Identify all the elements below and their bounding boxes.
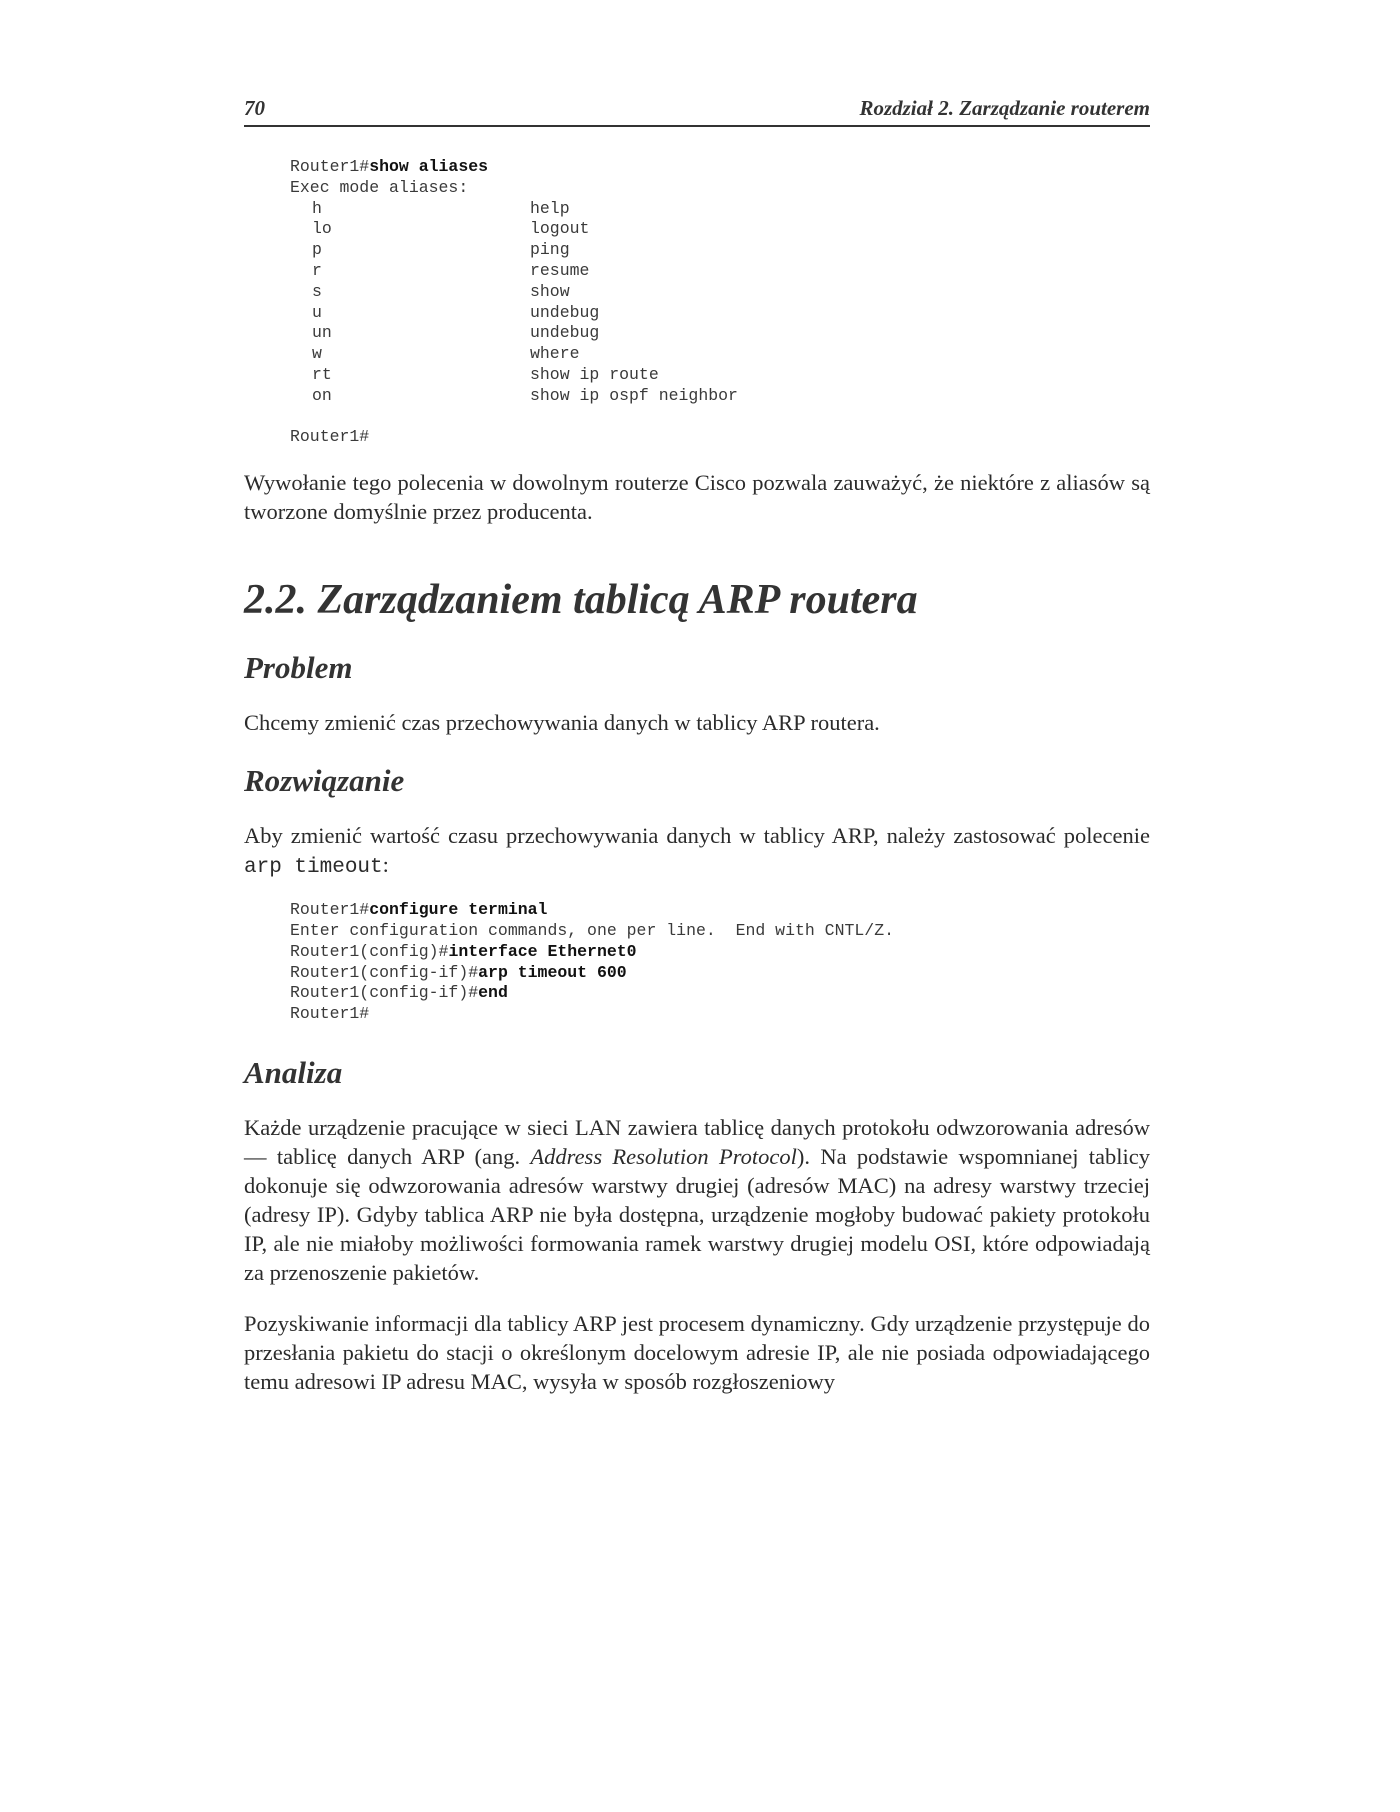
code-prompt: Router1# (290, 1004, 370, 1024)
alias-key: h (312, 198, 322, 218)
alias-key: un (312, 323, 332, 343)
alias-value: undebug (530, 302, 600, 322)
code-command: arp timeout 600 (478, 962, 627, 982)
code-command: end (478, 983, 508, 1003)
alias-row (290, 282, 1150, 303)
code-line (290, 942, 1150, 963)
paragraph-aliases-note: Wywołanie tego polecenia w dowolnym routerze Cisco pozwala zauważyć, że niektóre z aliasów są tworzone domyślnie przez producenta. (244, 470, 1150, 525)
code-prompt: Router1# (290, 157, 370, 176)
alias-key: s (312, 281, 322, 301)
paragraph-problem: Chcemy zmienić czas przechowywania danych w tablicy ARP routera. (244, 710, 880, 736)
code-prompt: Router1(config)# (290, 941, 449, 961)
code-prompt: Enter configuration commands, one per line. End with CNTL/Z. (290, 920, 894, 940)
alias-key: lo (312, 219, 332, 239)
code-block-aliases (244, 157, 1150, 448)
alias-row (290, 386, 1150, 407)
page-number: 70 (244, 96, 265, 120)
alias-list (290, 199, 1150, 407)
code-line (290, 921, 1150, 942)
alias-value: undebug (530, 323, 600, 343)
paragraph-analysis-2: Pozyskiwanie informacji dla tablicy ARP jest procesem dynamiczny. Gdy urządzenie przystępuje do przesłania pakietu do stacji o określonym docelowym adresie IP, ale nie posiada odpowiadającego temu adresowi IP adresu MAC, wysyła w sposób rozgłoszeniowy (244, 1310, 1150, 1394)
alias-value: resume (530, 260, 590, 280)
analysis-text: Każde urządzenie pracujące w sieci LAN zawiera tablicę danych protokołu odwzorowania adresów — tablicę danych ARP (ang. (244, 1114, 1150, 1169)
alias-value: show (530, 281, 570, 301)
alias-value: show ip ospf neighbor (530, 385, 738, 405)
code-blank-line (290, 407, 1150, 428)
alias-row (290, 344, 1150, 365)
analysis-term: Address Resolution Protocol (530, 1143, 797, 1169)
alias-value: where (530, 344, 580, 364)
alias-row (290, 199, 1150, 220)
document-page (244, 96, 1150, 1396)
code-command: interface Ethernet0 (448, 941, 637, 961)
alias-key: w (312, 344, 322, 364)
alias-value: ping (530, 240, 570, 260)
alias-key: on (312, 385, 332, 405)
alias-key: r (312, 260, 322, 280)
code-prompt: Router1(config-if)# (290, 983, 479, 1003)
code-line (290, 900, 1150, 921)
alias-row (290, 240, 1150, 261)
solution-text-end: : (382, 852, 389, 878)
paragraph-analysis-1 (244, 1113, 1150, 1287)
section-heading: 2.2. Zarządzaniem tablicą ARP routera (244, 577, 918, 624)
alias-value: logout (530, 219, 590, 239)
alias-key: p (312, 240, 322, 260)
code-line (290, 963, 1150, 984)
code-line (290, 1004, 1150, 1025)
alias-row (290, 365, 1150, 386)
alias-key: u (312, 302, 322, 322)
code-prompt: Router1(config-if)# (290, 962, 479, 982)
config-lines (290, 900, 1150, 1025)
code-line (290, 983, 1150, 1004)
alias-row (290, 323, 1150, 344)
paragraph-solution (244, 821, 1150, 882)
alias-row (290, 219, 1150, 240)
alias-value: show ip route (530, 364, 659, 384)
subheading-analysis: Analiza (244, 1054, 343, 1090)
code-line: Exec mode aliases: (290, 177, 469, 197)
alias-key: rt (312, 364, 332, 384)
code-line (290, 157, 1150, 178)
analysis-text-cont: ). Na podstawie wspomnianej tablicy dokonuje się odwzorowania adresów warstwy drugiej (adresów MAC) na adresy warstwy trzeciej (adresy IP). Gdyby tablica ARP nie była dostępna, urządzenie mogłoby budować pakiety protokołu IP, ale nie miałoby możliwości formowania ramek warstwy drugiej modelu OSI, które odpowiadają za przenoszenie pakietów. (244, 1143, 1151, 1285)
code-command: show aliases (369, 157, 489, 176)
inline-code-arp-timeout: arp timeout (244, 856, 383, 880)
alias-row (290, 303, 1150, 324)
alias-value: help (530, 198, 570, 218)
solution-text: Aby zmienić wartość czasu przechowywania danych w tablicy ARP, należy zastosować polecenie (244, 823, 1150, 849)
subheading-solution: Rozwiązanie (244, 763, 405, 799)
running-header (244, 96, 1150, 127)
chapter-title: Rozdział 2. Zarządzanie routerem (859, 96, 1150, 120)
alias-row (290, 261, 1150, 282)
code-block-arp-config (244, 900, 1150, 1025)
subheading-problem: Problem (244, 650, 353, 686)
code-prompt: Router1# (290, 900, 370, 920)
code-command: configure terminal (369, 900, 548, 920)
code-line: Router1# (290, 427, 370, 447)
